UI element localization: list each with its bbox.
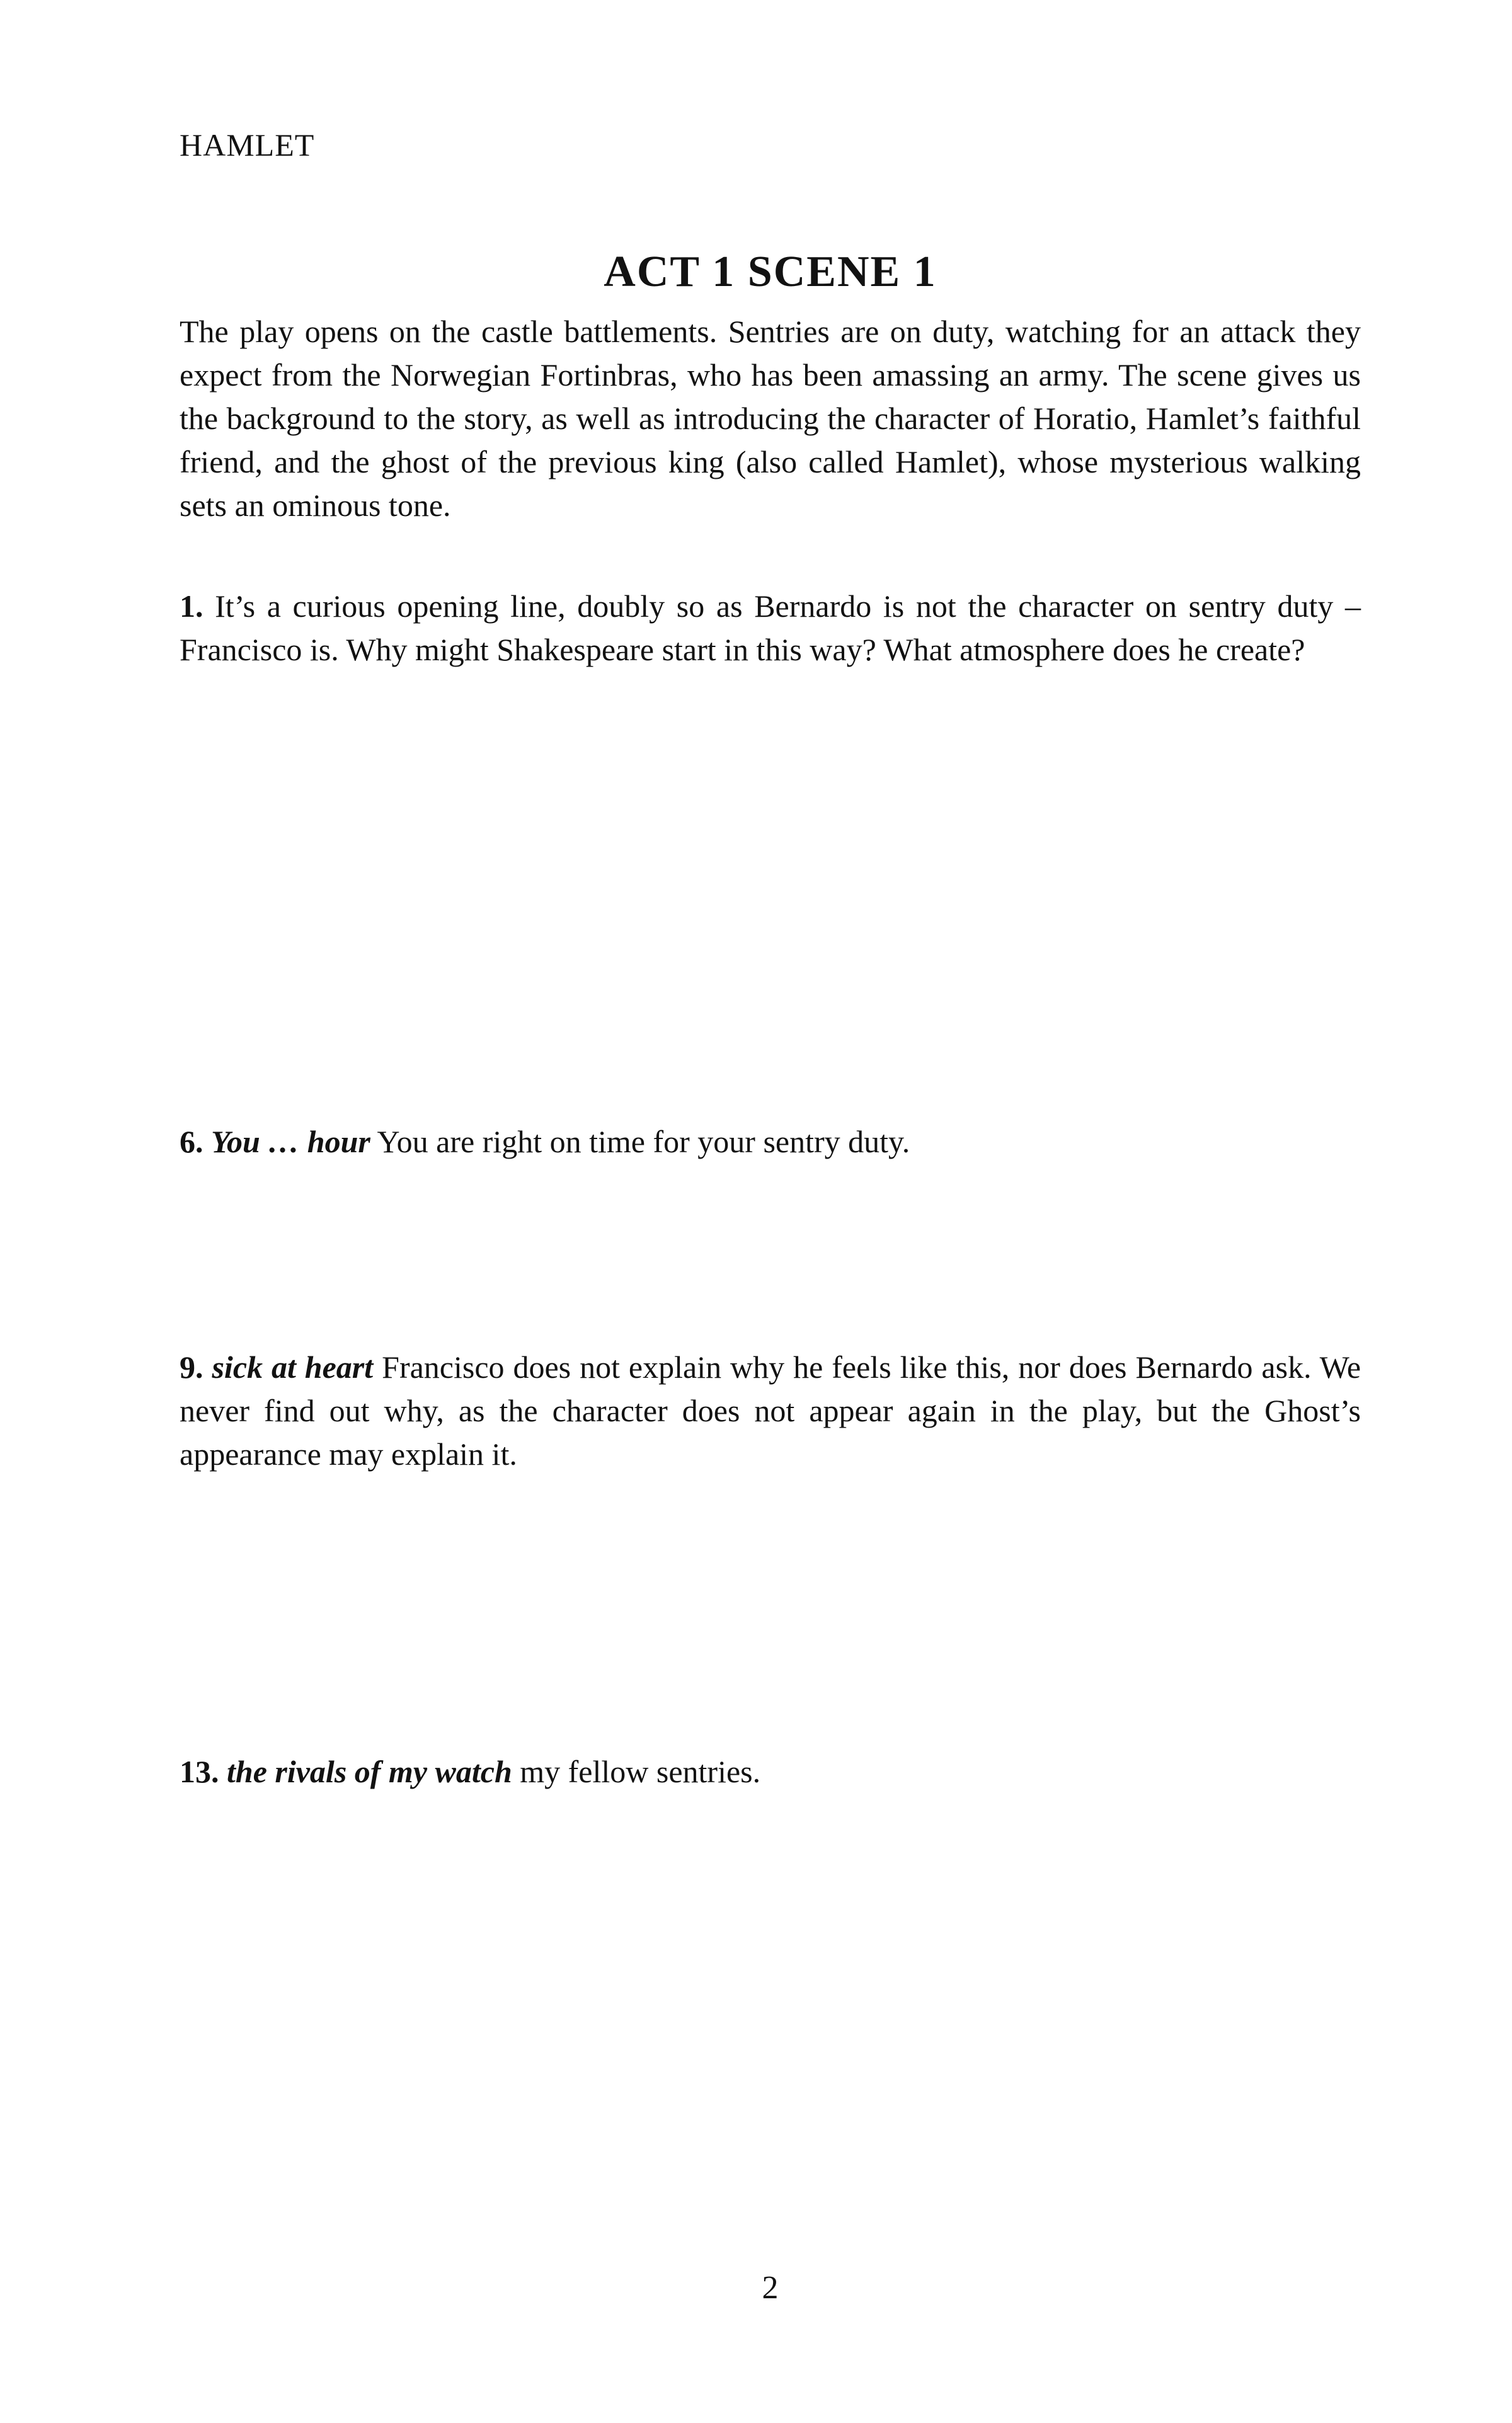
page-title: ACT 1 SCENE 1: [604, 247, 937, 296]
note-number: 13.: [180, 1754, 219, 1789]
note-number: 9.: [180, 1349, 203, 1385]
note-1: [180, 585, 1361, 672]
note-text: You are right on time for your sentry duty.: [377, 1124, 910, 1159]
note-text: Francisco does not explain why he feels like this, nor does Bernardo ask. We never find out why, as the character does not appear again in the play, but the Ghost’s appearance may explain it.: [180, 1349, 1361, 1472]
note-number: 1.: [180, 588, 203, 624]
note-text: my fellow sentries.: [520, 1754, 761, 1789]
note-text: It’s a curious opening line, doubly so as Bernardo is not the character on sentry duty – Francisco is. Why might Shakespeare start in this way? What atmosphere does he create?: [180, 588, 1361, 667]
scene-intro-paragraph: The play opens on the castle battlements. Sentries are on duty, watching for an attack they expect from the Norwegian Fortinbras, who has been amassing an army. The scene gives us the background to the story, as well as introducing the character of Horatio, Hamlet’s faithful friend, and the ghost of the previous king (also called Hamlet), whose mysterious walking sets an ominous tone.: [180, 314, 1361, 523]
note-lemma: sick at heart: [212, 1349, 374, 1385]
note-9: [180, 1346, 1361, 1476]
note-lemma: the rivals of my watch: [227, 1754, 512, 1789]
page-number: 2: [762, 2270, 779, 2306]
note-6: [180, 1120, 1361, 1164]
note-number: 6.: [180, 1124, 203, 1159]
note-lemma: You … hour: [211, 1124, 370, 1159]
running-header: HAMLET: [180, 127, 315, 163]
note-13: [180, 1750, 1361, 1794]
